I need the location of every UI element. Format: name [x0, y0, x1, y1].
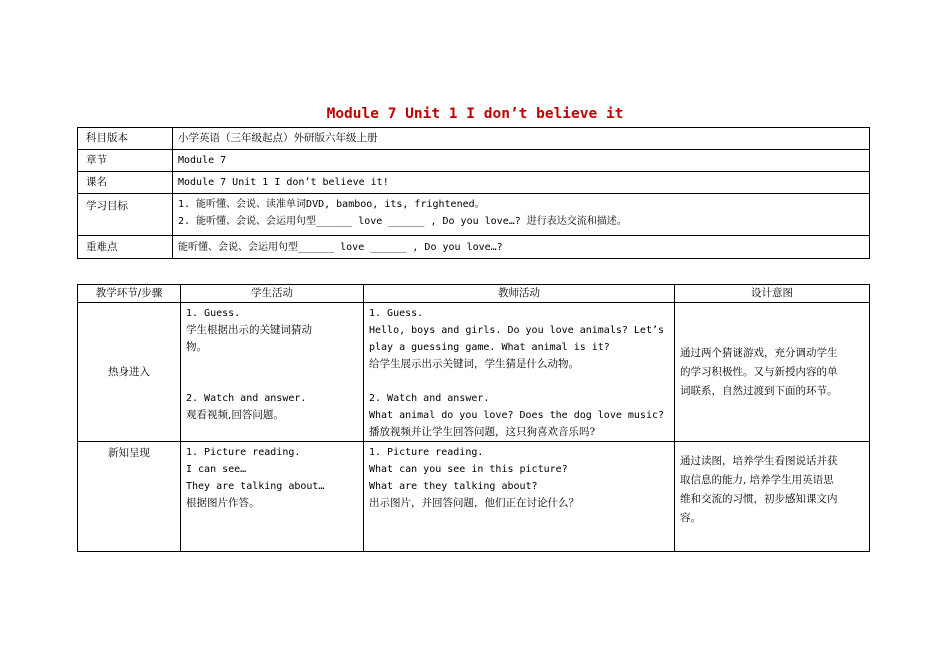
stage-cell: 新知呈现 — [78, 442, 181, 552]
info-value: Module 7 — [173, 150, 870, 172]
student-line: 2. Watch and answer. — [186, 393, 307, 404]
teacher-line: 1. Guess. — [369, 308, 424, 319]
info-label: 课名 — [78, 172, 173, 194]
info-label: 重难点 — [78, 236, 173, 259]
teacher-line: What are they talking about? — [369, 481, 538, 492]
student-line: 1. Picture reading. — [186, 447, 301, 458]
info-row-goals — [78, 194, 870, 236]
student-line: 1. Guess. — [186, 308, 241, 319]
design-intent-cell — [675, 303, 870, 442]
teacher-line: 播放视频并让学生回答问题，这只狗喜欢音乐吗? — [369, 426, 596, 438]
info-label: 学习目标 — [78, 194, 173, 236]
design-line: 的学习积极性。又与新授内容的单 — [680, 365, 838, 378]
document-title: Module 7 Unit 1 I don’t believe it — [326, 106, 624, 122]
teacher-line: 1. Picture reading. — [369, 447, 484, 458]
student-line: 学生根据出示的关键词猜动 — [186, 324, 312, 336]
design-line: 通过两个猜谜游戏，充分调动学生 — [680, 346, 838, 359]
header-design: 设计意图 — [675, 285, 870, 303]
design-line: 维和交流的习惯，初步感知课文内 — [680, 493, 838, 505]
teacher-line: What animal do you love? Does the dog love music? — [369, 410, 665, 421]
info-value: 能听懂、会说、会运用句型______ love ______ , Do you love…? — [173, 236, 870, 259]
goal-item: 1. 能听懂、会说、读准单词DVD, bamboo, its, frightened。 — [178, 199, 485, 210]
student-line: 物。 — [186, 341, 207, 353]
teaching-plan-table — [77, 284, 870, 552]
student-line: They are talking about… — [186, 481, 325, 492]
student-line: I can see… — [186, 464, 247, 475]
teacher-line: 出示图片，并回答问题，他们正在讨论什么？ — [369, 497, 579, 509]
stage-cell: 热身进入 — [78, 303, 181, 442]
teacher-activity-cell — [364, 442, 675, 552]
teacher-line: 2. Watch and answer. — [369, 393, 490, 404]
teacher-activity-cell — [364, 303, 675, 442]
info-row-chapter — [78, 150, 870, 172]
student-line: 观看视频,回答问题。 — [186, 409, 284, 421]
teacher-line: play a guessing game. What animal is it? — [369, 342, 610, 353]
info-value: 小学英语（三年级起点）外研版六年级上册 — [173, 128, 870, 150]
info-label: 章节 — [78, 150, 173, 172]
student-activity-cell — [181, 303, 364, 442]
info-value: Module 7 Unit 1 I don’t believe it! — [173, 172, 870, 194]
header-stage: 教学环节/步骤 — [78, 285, 181, 303]
student-line: 根据图片作答。 — [186, 497, 260, 509]
header-student: 学生活动 — [181, 285, 364, 303]
info-row-version — [78, 128, 870, 150]
lesson-info-table — [77, 127, 870, 259]
design-line: 词联系，自然过渡到下面的环节。 — [680, 384, 838, 397]
design-line: 取信息的能力, 培养学生用英语思 — [680, 474, 834, 486]
goals-cell — [173, 194, 870, 236]
info-row-lesson — [78, 172, 870, 194]
plan-header-row — [78, 285, 870, 303]
teacher-line: What can you see in this picture? — [369, 464, 568, 475]
plan-row-warmup — [78, 303, 870, 442]
goal-item: 2. 能听懂、会说、会运用句型______ love ______ , Do you love…? 进行表达交流和描述。 — [178, 216, 627, 227]
design-line: 容。 — [680, 512, 701, 524]
teacher-line: 给学生展示出示关键词，学生猜是什么动物。 — [369, 358, 579, 370]
design-line: 通过读图，培养学生看图说话并获 — [680, 455, 838, 467]
student-activity-cell — [181, 442, 364, 552]
info-label: 科目版本 — [78, 128, 173, 150]
teacher-line: Hello, boys and girls. Do you love animals? Let’s — [369, 325, 665, 336]
plan-row-new-knowledge — [78, 442, 870, 552]
header-teacher: 教师活动 — [364, 285, 675, 303]
design-intent-cell — [675, 442, 870, 552]
info-row-key — [78, 236, 870, 259]
